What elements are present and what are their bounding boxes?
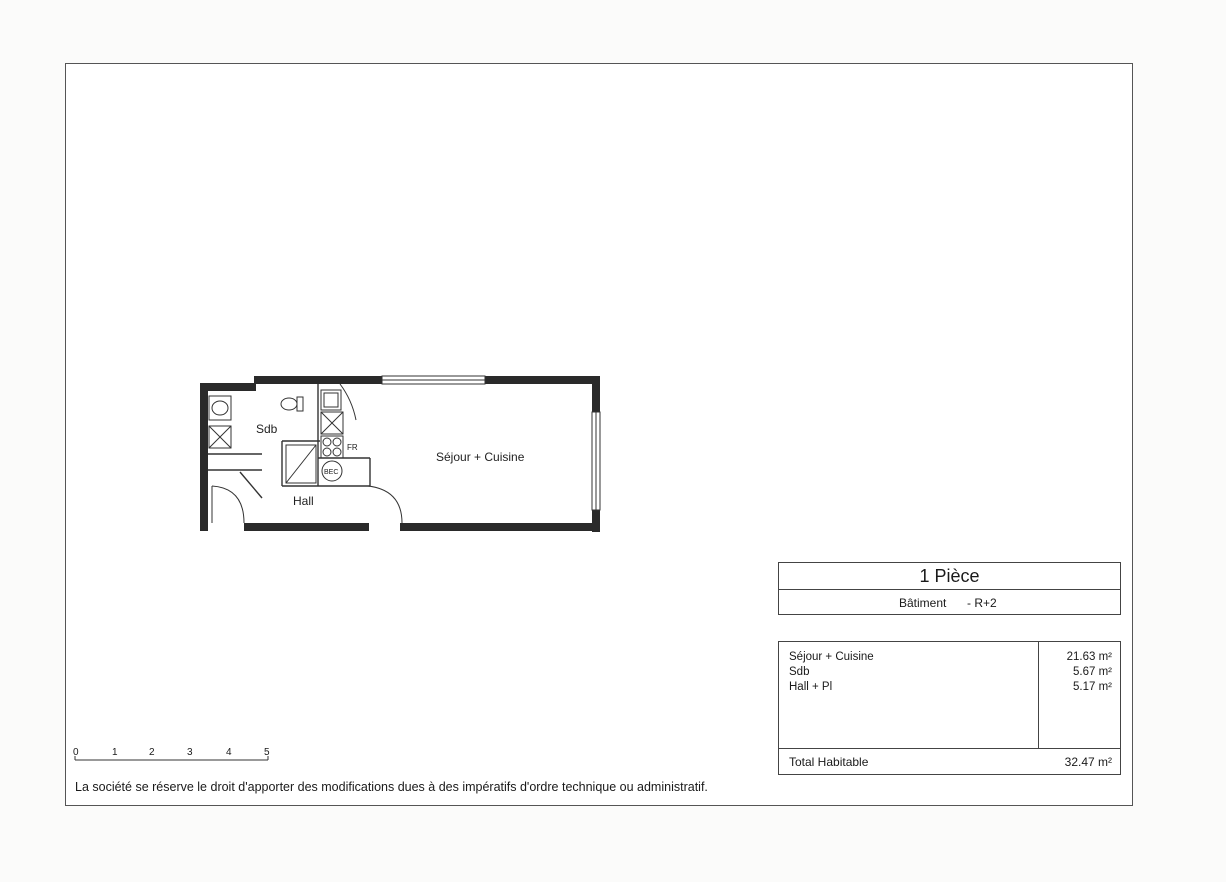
- scale-tick-3: 3: [187, 747, 193, 758]
- building-level: [779, 590, 1120, 616]
- room-label-sejour: Séjour + Cuisine: [436, 450, 525, 464]
- wall-top-left: [200, 383, 256, 391]
- plan-title: 1 Pièce: [779, 563, 1120, 590]
- area-row-value: 21.63 m²: [1066, 651, 1112, 663]
- scale-tick-5: 5: [264, 747, 270, 758]
- area-row-value: 5.17 m²: [1073, 681, 1112, 693]
- total-label: Total Habitable: [789, 755, 869, 769]
- area-row-name: Hall + Pl: [789, 681, 833, 693]
- area-divider-horizontal: [779, 748, 1120, 749]
- wall-bottom-left: [244, 523, 369, 531]
- area-row: [789, 666, 1112, 681]
- area-row: [789, 651, 1112, 666]
- area-table: [778, 641, 1121, 775]
- door-sdb: [340, 384, 356, 420]
- scale-tick-2: 2: [149, 747, 155, 758]
- scale-tick-4: 4: [226, 747, 232, 758]
- toilet: [281, 398, 297, 410]
- door-entry: [212, 486, 244, 523]
- scale-bar: [75, 756, 268, 760]
- room-label-hall: Hall: [293, 494, 314, 508]
- wall-top-mid: [254, 376, 382, 384]
- area-row-value: 5.67 m²: [1073, 666, 1112, 678]
- scale-tick-1: 1: [112, 747, 118, 758]
- room-label-sdb: Sdb: [256, 422, 278, 436]
- title-block: [778, 562, 1121, 615]
- fridge-label: FR: [347, 443, 358, 452]
- area-row-name: Séjour + Cuisine: [789, 651, 874, 663]
- building-label: Bâtiment: [899, 596, 947, 610]
- area-total: [789, 755, 1112, 769]
- door-kitchen: [368, 486, 402, 523]
- level-label: - R+2: [967, 596, 997, 610]
- wall-top-right: [485, 376, 599, 384]
- area-row: [789, 681, 1112, 696]
- total-value: 32.47 m²: [1064, 755, 1112, 769]
- wall-right-top: [592, 376, 600, 412]
- wall-left: [200, 383, 208, 531]
- scale-tick-0: 0: [73, 747, 79, 758]
- area-row-name: Sdb: [789, 666, 810, 678]
- disclaimer: La société se réserve le droit d'apporter des modifications dues à des impératifs d'ordre technique ou administratif.: [75, 780, 708, 794]
- water-heater-label: BEC: [324, 469, 339, 476]
- wall-bottom-right: [400, 523, 600, 531]
